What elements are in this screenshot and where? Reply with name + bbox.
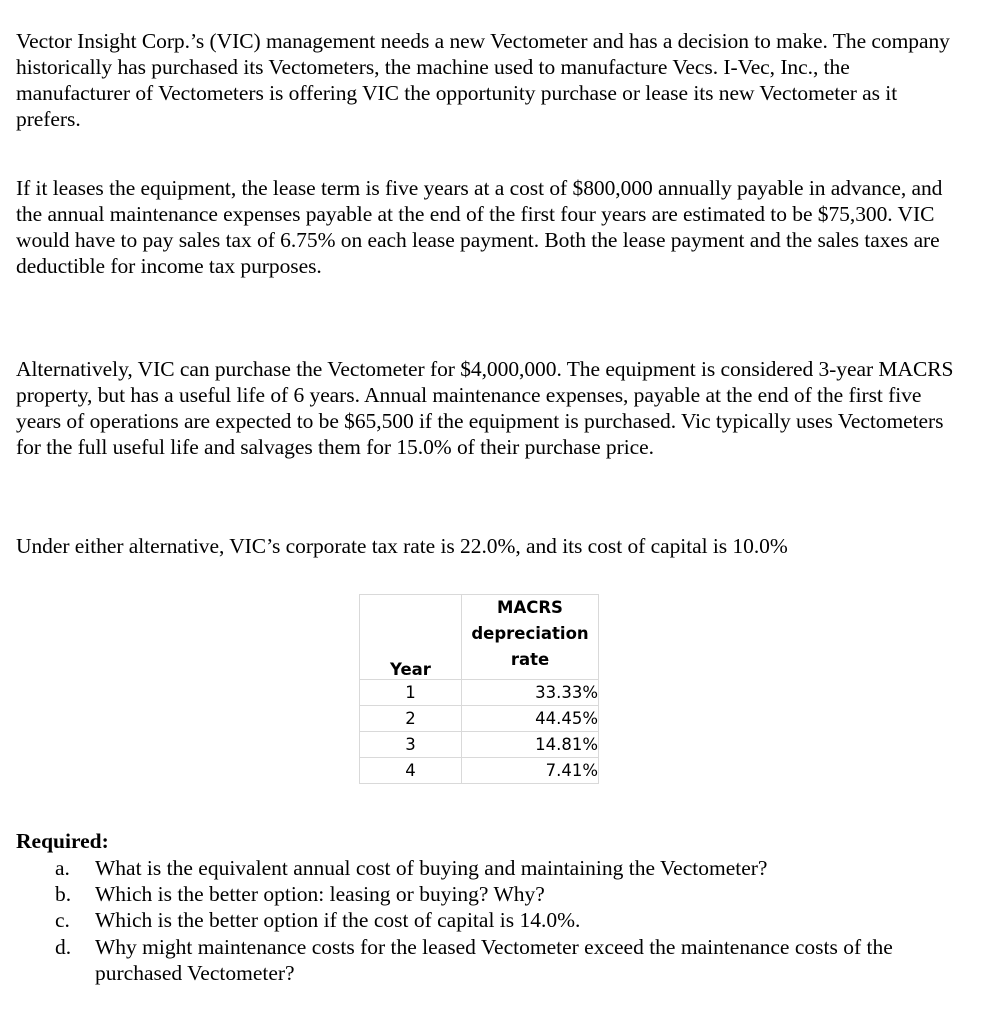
cell-year: 4 [360,758,462,784]
list-item-marker: a. [55,856,70,880]
cell-rate: 7.41% [462,758,599,784]
column-header-line-3: rate [510,650,550,669]
column-header-year: Year [360,595,462,680]
column-header-line-2: depreciation [471,624,589,643]
macrs-table-container [359,594,599,784]
purchase-terms-paragraph: Alternatively, VIC can purchase the Vectometer for $4,000,000. The equipment is considered 3-year MACRS property, but has a useful life of 6 years. Annual maintenance expenses, payable at the end of the first five years of operations are expected to be $65,500 if the equipment is purchased. Vic typically uses Vectometers for the full useful life and salvages them for 15.0% of their purchase price. [16,356,954,460]
table-row [360,732,599,758]
cell-year: 1 [360,680,462,706]
cell-year: 2 [360,706,462,732]
table-header [360,595,599,680]
cell-rate: 44.45% [462,706,599,732]
list-item [16,881,961,907]
list-item [16,855,961,881]
table-header-row [360,595,599,680]
cell-year: 3 [360,732,462,758]
macrs-depreciation-table [359,594,599,784]
list-item-text: Why might maintenance costs for the leased Vectometer exceed the maintenance costs of the purchased Vectometer? [95,934,893,985]
list-item-marker: d. [55,934,72,959]
lease-terms-paragraph: If it leases the equipment, the lease term is five years at a cost of $800,000 annually payable in advance, and the annual maintenance expenses payable at the end of the first four years are estimated to be $75,300. VIC would have to pay sales tax of 6.75% on each lease payment. Both the lease payment and the sales taxes are deductible for income tax purposes. [16,175,943,279]
list-item-text: Which is the better option: leasing or buying? Why? [95,882,545,907]
tax-rate-paragraph: Under either alternative, VIC’s corporate tax rate is 22.0%, and its cost of capital is 10.0% [16,533,788,558]
list-item [16,934,961,986]
required-question-list [16,855,961,986]
list-item-text: What is the equivalent annual cost of buying and maintaining the Vectometer? [95,856,768,880]
table-row [360,758,599,784]
list-item [16,907,961,933]
column-header-macrs-rate [462,595,599,680]
column-header-line-1: MACRS [497,598,563,617]
list-item-marker: b. [55,882,72,907]
list-item-text: Which is the better option if the cost of capital is 14.0%. [95,908,581,933]
table-row [360,680,599,706]
list-item-marker: c. [55,908,70,933]
table-body [360,680,599,784]
cell-rate: 33.33% [462,680,599,706]
table-row [360,706,599,732]
required-heading: Required: [16,829,109,853]
cell-rate: 14.81% [462,732,599,758]
problem-intro-paragraph: Vector Insight Corp.’s (VIC) management needs a new Vectometer and has a decision to make. The company historically has purchased its Vectometers, the machine used to manufacture Vecs. I-Vec, Inc., the manufacturer of Vectometers is offering VIC the opportunity purchase or lease its new Vectometer as it prefers. [16,28,950,132]
